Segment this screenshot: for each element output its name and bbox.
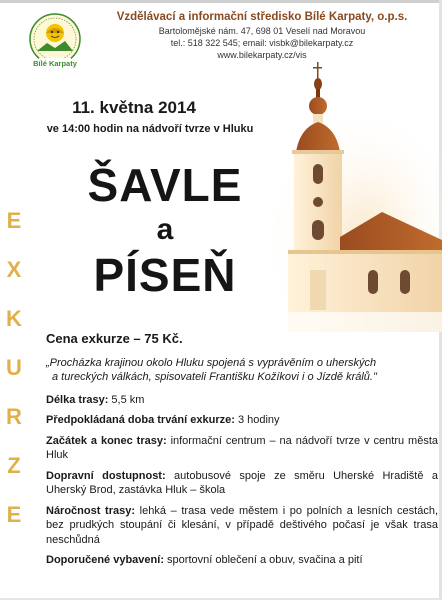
detail-label: Začátek a konec trasy: (46, 434, 167, 447)
detail-route-length (46, 393, 438, 408)
event-time-place: ve 14:00 hodin na nádvoří tvrze v Hluku (46, 123, 254, 135)
detail-value: 5,5 km (108, 393, 145, 406)
detail-value: lehká – trasa vede městem i po polních a lesních cestách, bez prudkých stoupání či klesání, v případě deštivého počasí je však trasa neschůdná (46, 504, 439, 546)
vertical-letter: E (6, 502, 22, 527)
organization-website[interactable]: www.bilekarpaty.cz/vis (217, 50, 307, 60)
organization-address: Bartolomějské nám. 47, 698 01 Veselí nad Moravou (158, 26, 366, 36)
detail-label: Předpokládaná doba trvání exkurze: (46, 414, 235, 426)
event-details (46, 332, 438, 574)
detail-value: autobusové spoje ze směru Uherské Hradiště a Uherský Brod, zastávka Hluk – škola (46, 469, 438, 496)
detail-label: Doporučené vybavení: (46, 554, 164, 566)
exkurze-vertical-label (0, 196, 28, 556)
top-border (0, 0, 442, 3)
detail-label: Náročnost trasy: (46, 504, 136, 517)
detail-value: 3 hodiny (234, 414, 280, 426)
vertical-letter: R (6, 404, 22, 429)
detail-label: Dopravní dostupnost: (46, 469, 166, 482)
logo-text: Bílé Karpaty (33, 59, 77, 68)
detail-difficulty (46, 504, 438, 548)
detail-label: Délka trasy: (46, 393, 109, 406)
detail-value: sportovní oblečení a obuv, svačina a pití (163, 554, 363, 566)
organization-name: Vzdělávací a informační středisko Bílé Karpaty, o.p.s. (116, 11, 408, 23)
title-line-1: ŠAVLE (87, 159, 243, 211)
organization-contact: tel.: 518 322 545; email: visbk@bilekarpaty.cz (170, 38, 354, 48)
title-line-2: a (156, 213, 174, 246)
description-quote (46, 356, 438, 385)
church-illustration (270, 62, 442, 332)
bile-karpaty-logo (25, 11, 85, 71)
detail-start-end (46, 434, 438, 463)
detail-duration (46, 413, 438, 428)
detail-equipment (46, 553, 438, 568)
price: Cena exkurze – 75 Kč. (46, 331, 183, 346)
vertical-letter: E (6, 208, 22, 233)
vertical-letter: U (6, 355, 22, 380)
vertical-letter: Z (7, 453, 21, 478)
title-line-3: PÍSEŇ (93, 249, 237, 301)
vertical-letter: K (6, 306, 22, 331)
quote-line: „Procházka krajinou okolo Hluku spojená s vyprávěním o uherských (46, 356, 377, 369)
detail-value: informační centrum – na nádvoří tvrze v centru města Hluk (46, 434, 438, 461)
vertical-letter: X (6, 257, 22, 282)
quote-line: a tureckých válkách, spisovateli Františku Kožíkovi i o Jízdě králů." (52, 371, 377, 383)
event-date: 11. května 2014 (72, 98, 196, 117)
detail-transport (46, 469, 438, 498)
organization-header (92, 10, 432, 61)
